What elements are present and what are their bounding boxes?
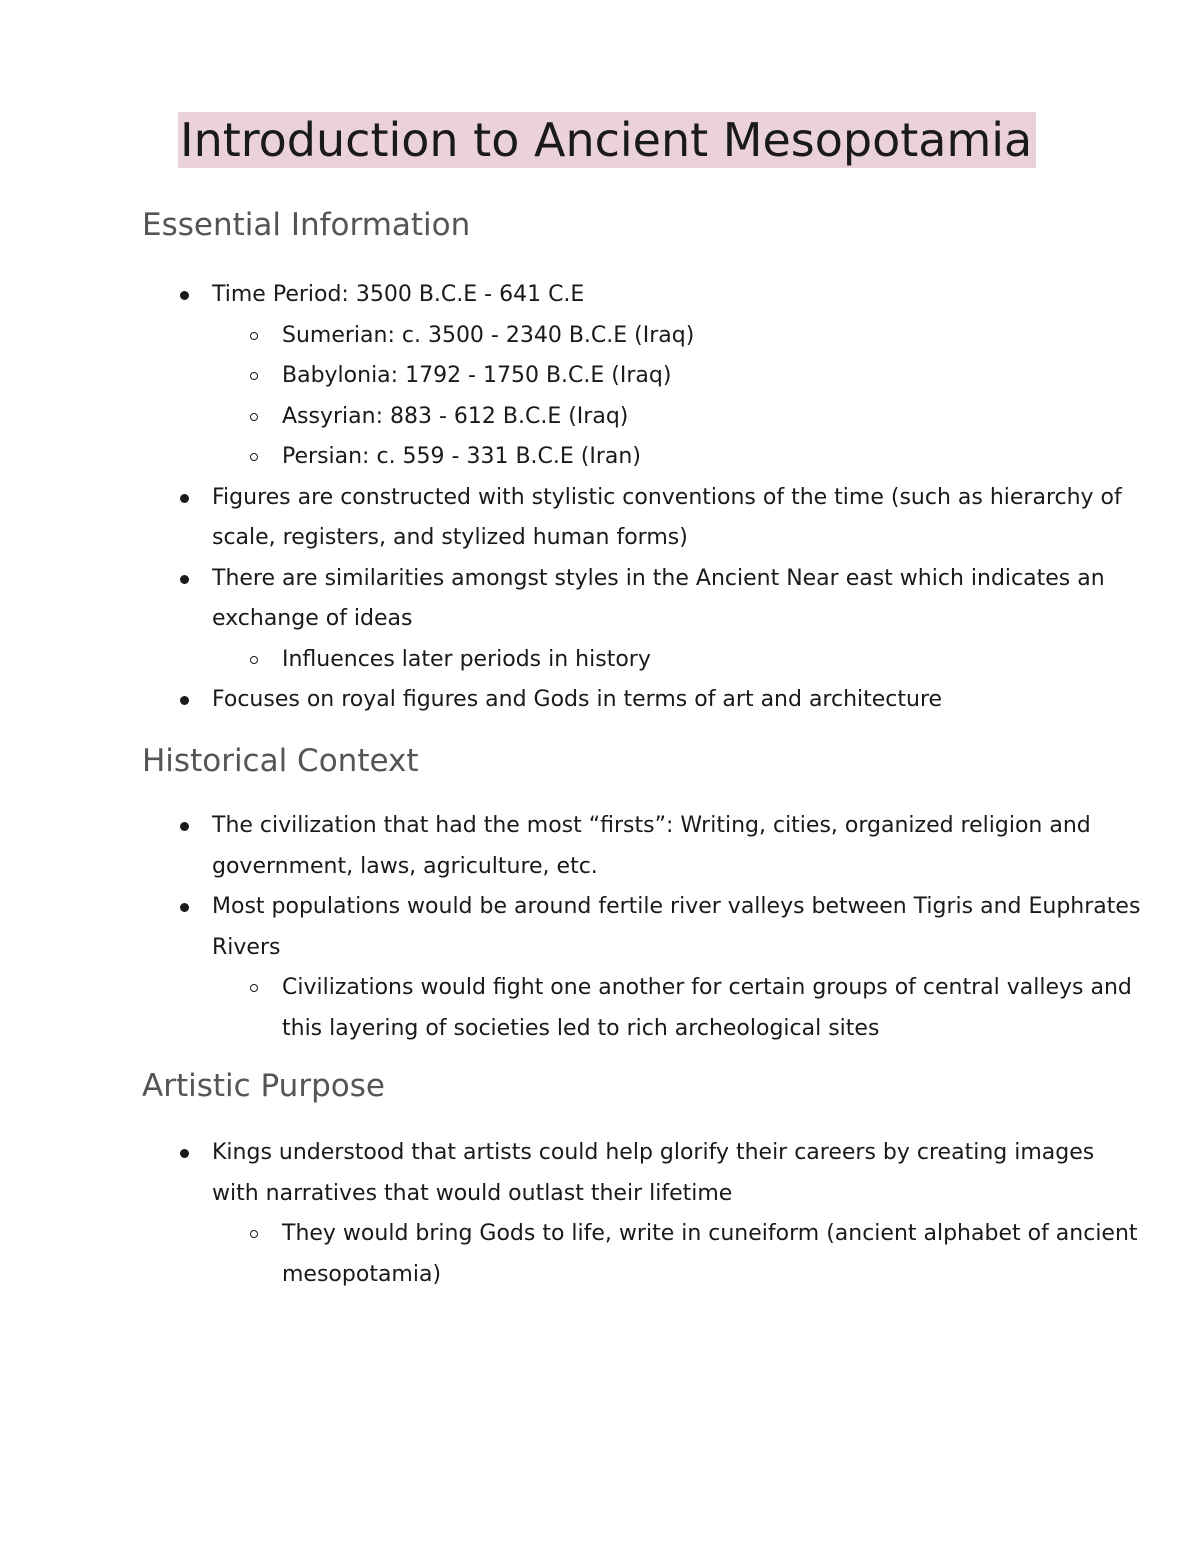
bullet-icon (180, 575, 189, 584)
bullet-icon (180, 494, 189, 503)
section-historical-context (142, 741, 1142, 1049)
sub-list-item (212, 640, 1142, 681)
bullet-icon (180, 1149, 189, 1158)
bullet-icon (180, 696, 189, 705)
sub-list-item-text: Assyrian: 883 - 612 B.C.E (Iraq) (282, 403, 629, 429)
hollow-bullet-icon (250, 372, 258, 380)
bullet-icon (180, 903, 189, 912)
sub-list (212, 640, 1142, 681)
list-item-text: Figures are constructed with stylistic conventions of the time (such as hierarchy of scale, registers, and stylized human forms) (212, 484, 1122, 550)
list-item-text: Time Period: 3500 B.C.E - 641 C.E (212, 282, 585, 307)
list-item (142, 680, 1142, 721)
bullet-list (142, 806, 1142, 1049)
hollow-bullet-icon (250, 453, 258, 461)
sub-list-item-text: Sumerian: c. 3500 - 2340 B.C.E (Iraq) (282, 322, 695, 348)
section-artistic-purpose (142, 1066, 1142, 1295)
hollow-bullet-icon (250, 1230, 258, 1238)
sub-list-item-text: Persian: c. 559 - 331 B.C.E (Iran) (282, 444, 641, 469)
sub-list-item (212, 1214, 1142, 1295)
sub-list-item (212, 316, 1142, 357)
list-item (142, 478, 1142, 559)
list-item-text: Most populations would be around fertile river valleys between Tigris and Euphrates Rivers (212, 894, 1141, 960)
section-heading: Artistic Purpose (142, 1068, 385, 1104)
bullet-list (142, 275, 1142, 721)
title-wrapper (178, 112, 1036, 168)
list-item-text: Kings understood that artists could help glorify their careers by creating images with narratives that would outlast their lifetime (212, 1140, 1095, 1206)
sub-list-item (212, 356, 1142, 397)
list-item-text: Focuses on royal figures and Gods in terms of art and architecture (212, 687, 943, 712)
sub-list-item-text: Influences later periods in history (282, 646, 651, 672)
hollow-bullet-icon (250, 332, 258, 340)
hollow-bullet-icon (250, 984, 258, 992)
bullet-icon (180, 291, 189, 300)
section-essential-information (142, 205, 1142, 721)
section-heading: Historical Context (142, 743, 419, 779)
list-item (142, 806, 1142, 887)
section-heading: Essential Information (142, 207, 471, 243)
list-item (142, 559, 1142, 681)
list-item (142, 1133, 1142, 1295)
page-title: Introduction to Ancient Mesopotamia (178, 112, 1036, 168)
list-item (142, 887, 1142, 1049)
list-item-text: The civilization that had the most “firsts”: Writing, cities, organized religion and government, laws, agriculture, etc. (212, 813, 1091, 879)
hollow-bullet-icon (250, 656, 258, 664)
list-item (142, 275, 1142, 478)
sub-list (212, 316, 1142, 478)
sub-list-item (212, 397, 1142, 438)
bullet-icon (180, 822, 189, 831)
sub-list-item (212, 437, 1142, 478)
sub-list-item (212, 968, 1142, 1049)
sub-list-item-text: Babylonia: 1792 - 1750 B.C.E (Iraq) (282, 363, 672, 388)
sub-list (212, 968, 1142, 1049)
sub-list-item-text: They would bring Gods to life, write in cuneiform (ancient alphabet of ancient mesopotamia) (282, 1221, 1138, 1287)
sub-list-item-text: Civilizations would fight one another for certain groups of central valleys and this layering of societies led to rich archeological sites (282, 975, 1132, 1041)
list-item-text: There are similarities amongst styles in the Ancient Near east which indicates an exchange of ideas (212, 565, 1105, 631)
sub-list (212, 1214, 1142, 1295)
bullet-list (142, 1133, 1142, 1295)
hollow-bullet-icon (250, 413, 258, 421)
